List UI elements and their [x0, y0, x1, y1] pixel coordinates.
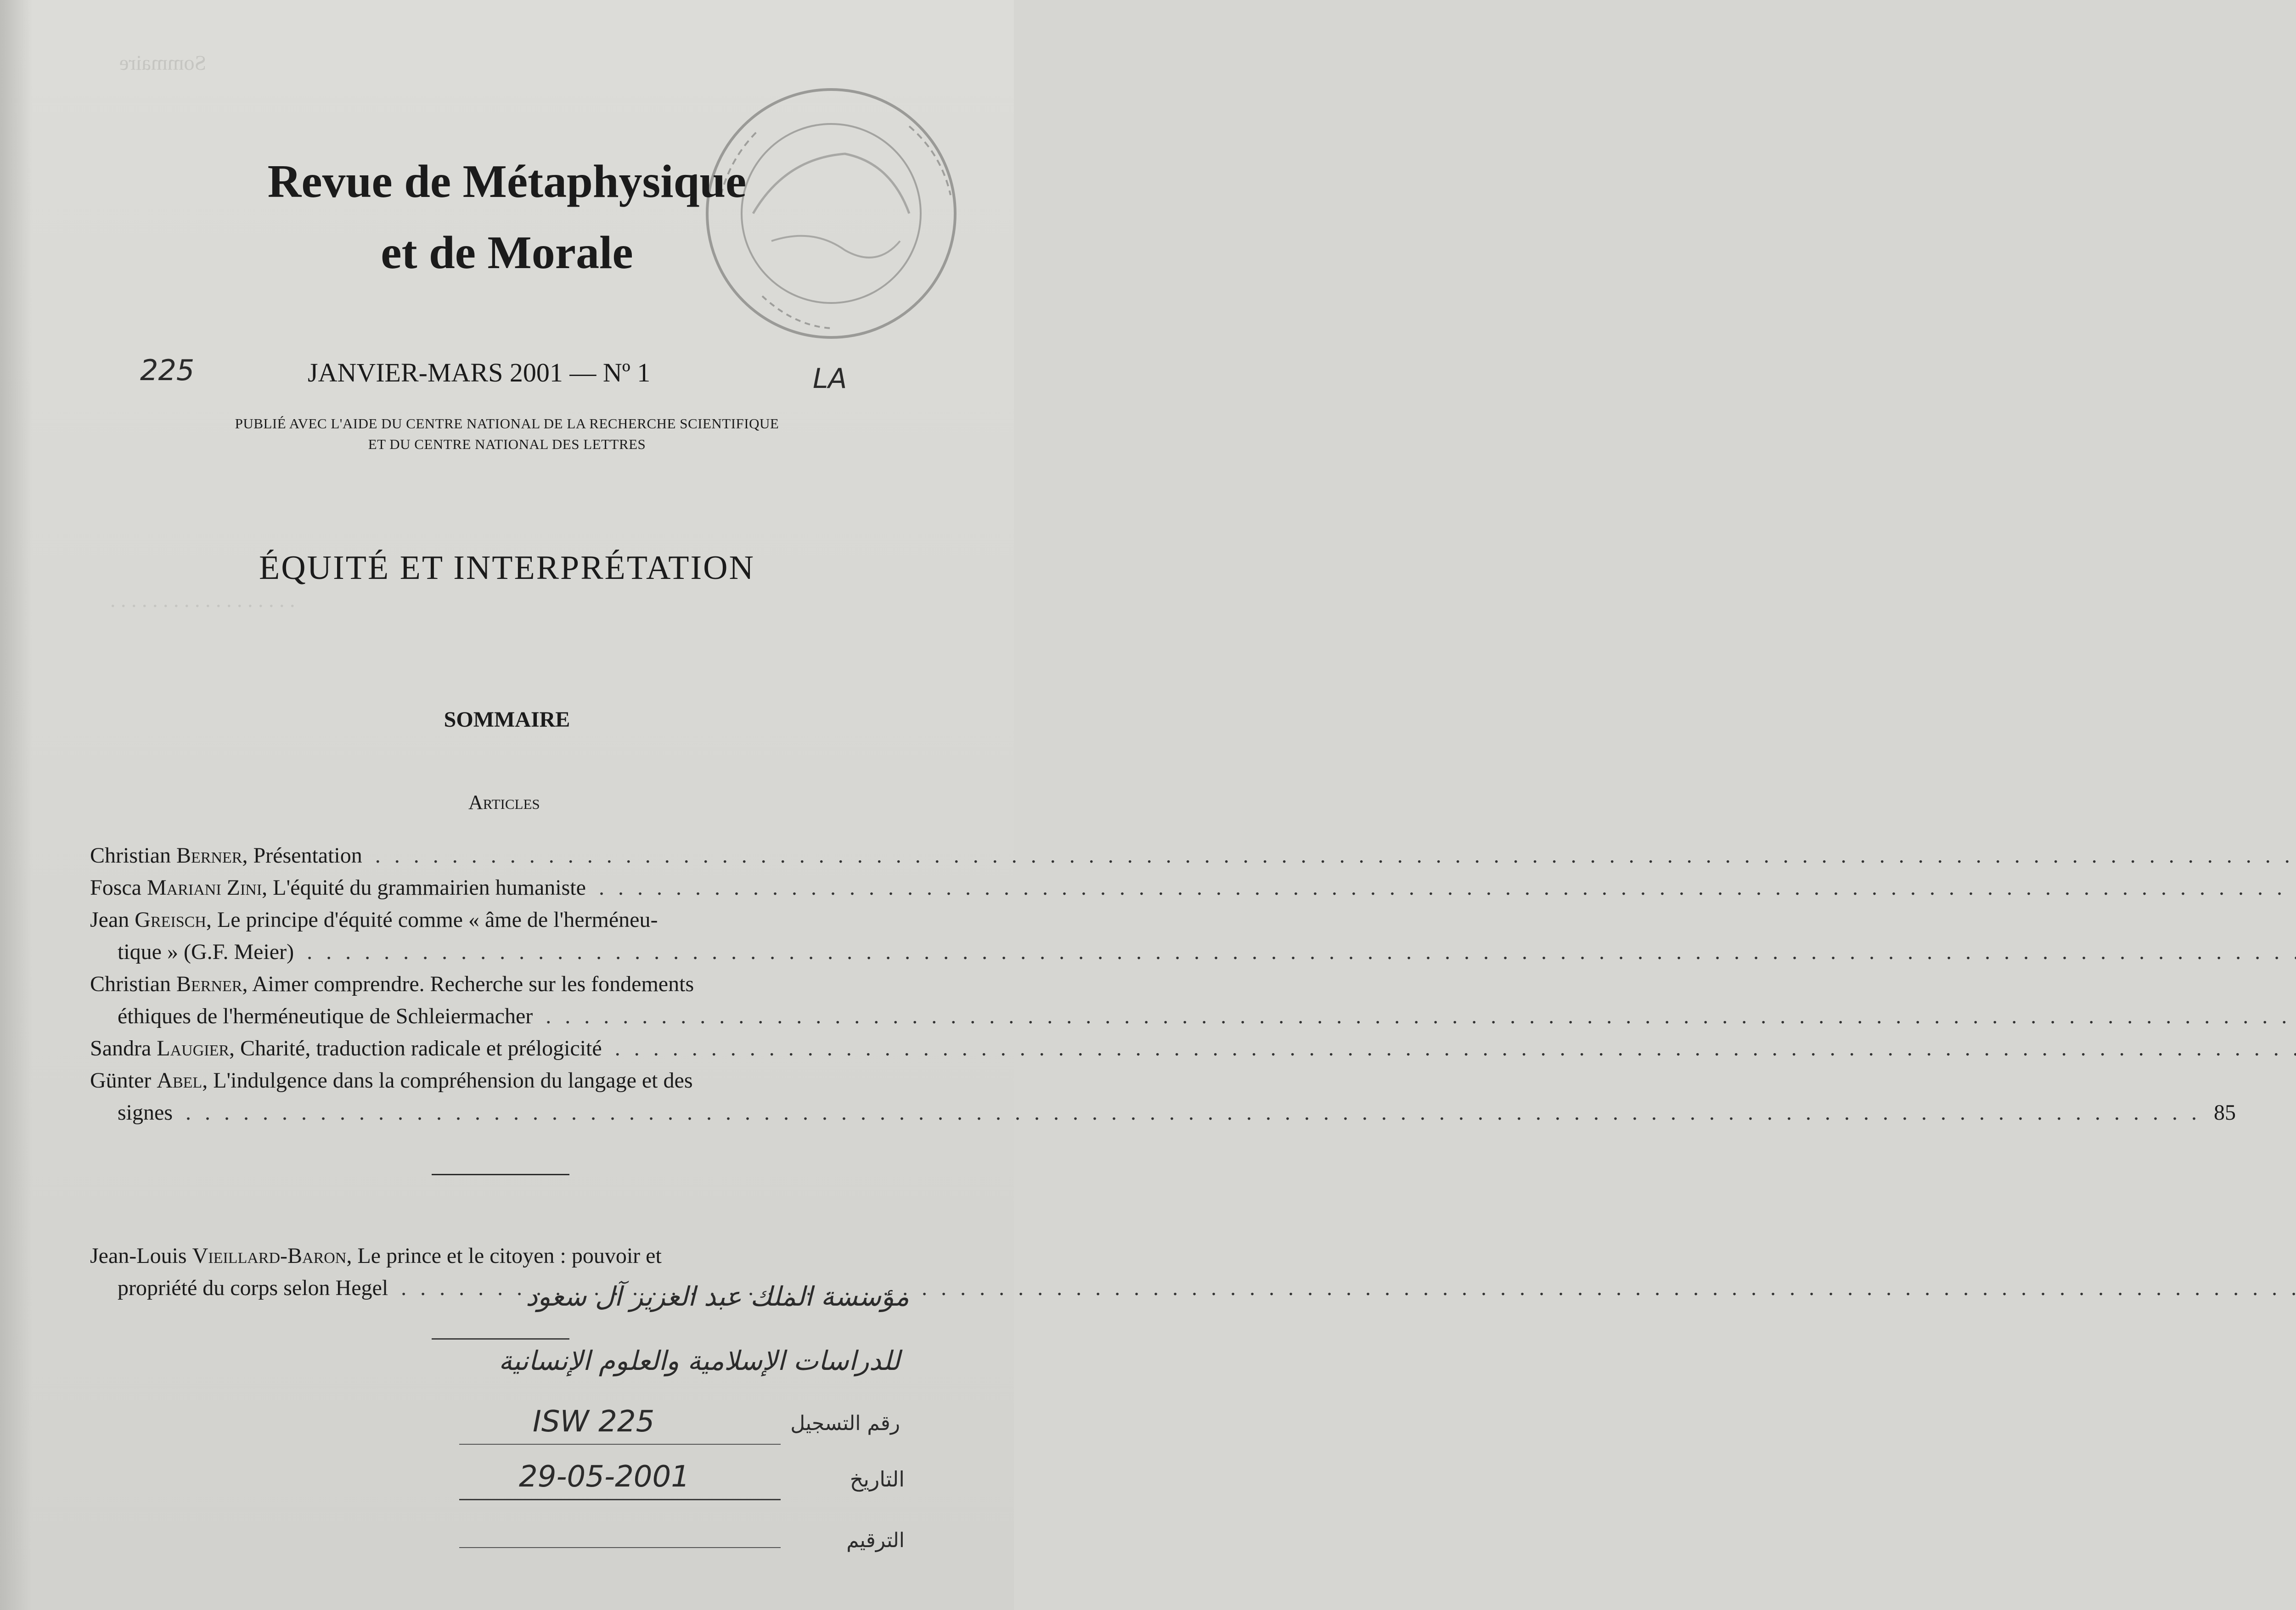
bleed-through-text: . . . . . . . . . . . . . . . . . .: [110, 588, 295, 611]
registration-label: رقم التسجيل: [790, 1412, 900, 1435]
journal-title-line1: Revue de Métaphysique: [267, 156, 747, 208]
article-title-cont: tique » (G.F. Meier): [118, 940, 294, 964]
issue-theme: ÉQUITÉ ET INTERPRÉTATION: [259, 549, 755, 587]
handwritten-mark-right: LA: [813, 363, 847, 395]
author-surname: Abel: [157, 1068, 203, 1093]
author-surname: Vieillard-Baron: [192, 1244, 347, 1268]
article-title: Charité, traduction radicale et prélogicité: [240, 1036, 602, 1060]
published-line2: ET DU CENTRE NATIONAL DES LETTRES: [368, 436, 646, 452]
handwritten-arabic-line2: للدراسات الإسلامية والعلوم الإنسانية: [498, 1345, 900, 1376]
article-title: Aimer comprendre. Recherche sur les fondements: [252, 972, 694, 996]
toc-entry: Jean Greisch, Le principe d'équité comme « âme de l'herméneu- tique » (G.F. Meier) . . .: [90, 909, 944, 973]
classification-line: [459, 1547, 781, 1548]
date-underline: [459, 1499, 781, 1500]
handwritten-number-left: 225: [140, 353, 195, 387]
article-title: Le principe d'équité comme « âme de l'herméneu-: [217, 908, 658, 932]
issue-line: JANVIER-MARS 2001 — Nº 1: [308, 358, 651, 387]
article-title-cont: éthiques de l'herméneutique de Schleiermacher: [118, 1004, 533, 1028]
registration-date: 29-05-2001: [519, 1460, 690, 1494]
journal-title-line2: et de Morale: [381, 227, 633, 279]
article-title: Le prince et le citoyen : pouvoir et: [357, 1244, 662, 1268]
page-number: 85: [2214, 1100, 2236, 1125]
author-surname: Greisch: [135, 908, 206, 932]
date-label: التاريخ: [850, 1467, 905, 1492]
library-stamp: [693, 76, 969, 351]
article-title: L'indulgence dans la compréhension du langage et des: [213, 1068, 693, 1093]
toc-entry: Sandra Laugier, Charité, traduction radicale et prélogicité . . .: [90, 1038, 944, 1070]
author-surname: Berner: [176, 972, 242, 996]
articles-heading: Articles: [468, 791, 540, 813]
article-title-cont: signes: [118, 1100, 173, 1125]
toc-entry: Jean-Louis Vieillard-Baron, Le prince et le citoyen : pouvoir et propriété du corps selon Hegel . . .: [90, 1245, 944, 1309]
article-title: L'équité du grammairien humaniste: [273, 875, 586, 900]
toc-entry: Günter Abel, L'indulgence dans la compréhension du langage et des signes . . . 85: [90, 1070, 944, 1134]
section-divider: [432, 1174, 569, 1175]
toc-entry: Christian Berner, Aimer comprendre. Recherche sur les fondements éthiques de l'herméneutique de Schleiermacher . . .: [90, 973, 944, 1038]
sommaire-heading: SOMMAIRE: [444, 707, 570, 732]
handwritten-arabic-line1: مؤسسة الملك عبد العزيز آل سعود: [525, 1281, 909, 1312]
handwritten-underline: [432, 1338, 569, 1340]
author-surname: Laugier: [157, 1036, 230, 1060]
toc-entry: Fosca Mariani Zini, L'équité du grammairien humaniste . . .: [90, 877, 944, 909]
classification-label: الترقيم: [846, 1529, 905, 1552]
registration-number: ISW 225: [533, 1405, 655, 1439]
author-surname: Berner: [176, 843, 242, 868]
toc-entry: Christian Berner, Présentation . . .: [90, 845, 944, 877]
registration-dotted-line: [459, 1444, 781, 1445]
published-line1: PUBLIÉ AVEC L'AIDE DU CENTRE NATIONAL DE LA RECHERCHE SCIENTIFIQUE: [235, 415, 779, 432]
article-title: Présentation: [253, 843, 362, 868]
author-surname: Mariani Zini: [146, 875, 262, 900]
bleed-through-text: Sommaire: [119, 51, 207, 74]
article-title-cont: propriété du corps selon Hegel: [118, 1276, 388, 1300]
